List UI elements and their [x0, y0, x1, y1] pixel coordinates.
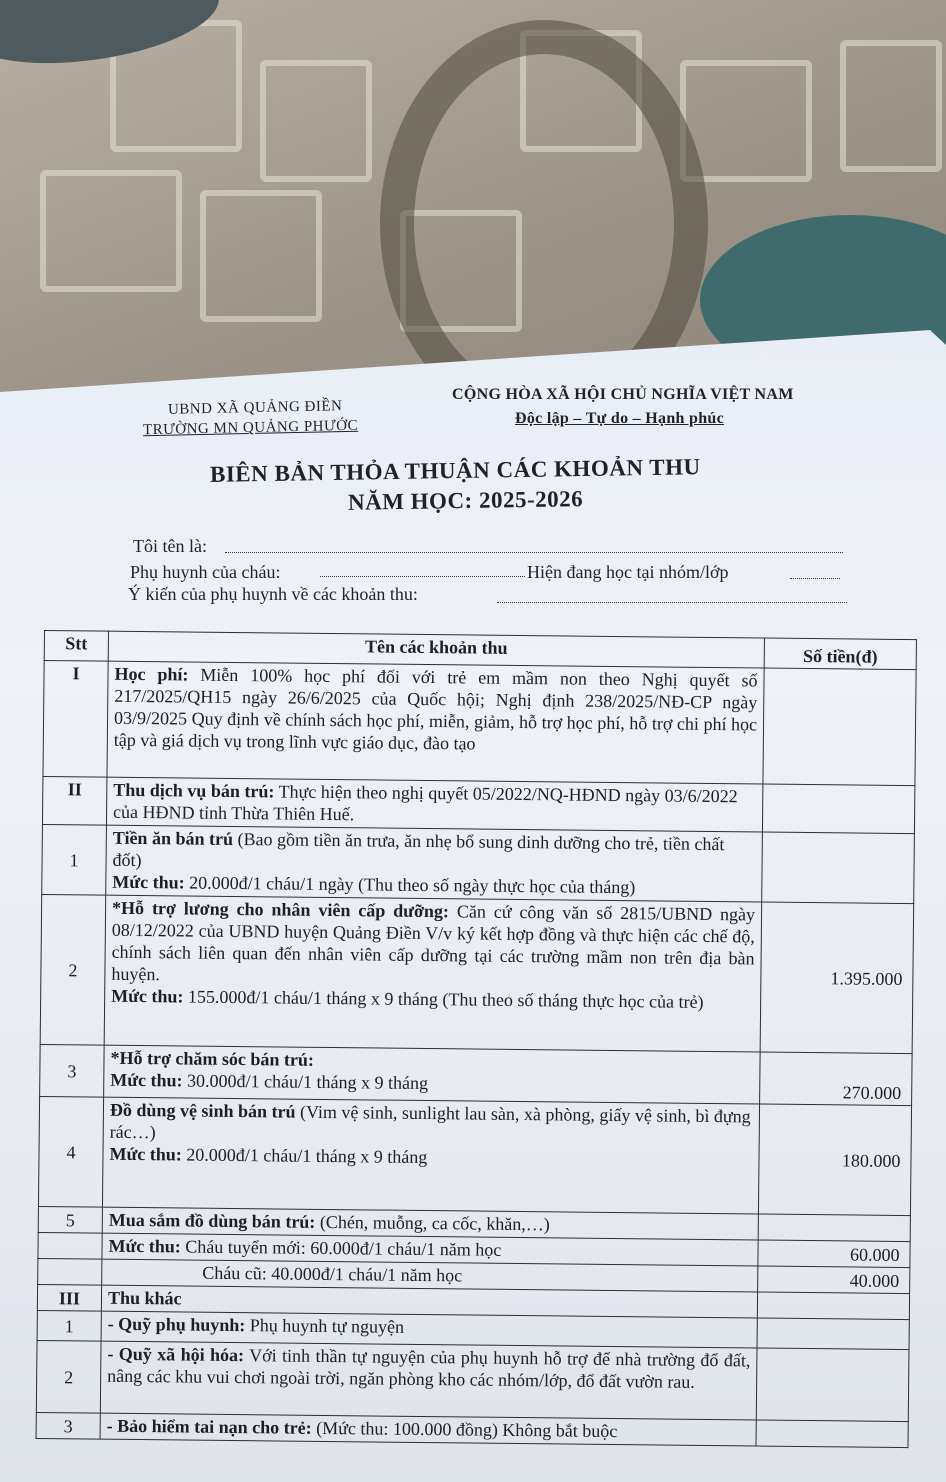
row-content	[100, 1341, 757, 1420]
table-row	[40, 894, 914, 1053]
item-text: (Vim vệ sinh, sunlight lau sàn, xà phòng, giấy vệ sinh, bì đựng rác…)	[109, 1101, 751, 1143]
fee-text: 20.000đ/1 cháu/1 tháng x 9 tháng	[181, 1144, 428, 1168]
item-title: *Hỗ trợ chăm sóc bán trú:	[110, 1047, 315, 1070]
table-row	[43, 661, 916, 786]
pattern-tile	[260, 60, 372, 182]
row-amount	[756, 1420, 908, 1448]
item-title: Tiền ăn bán trú	[112, 827, 234, 849]
item-title: *Hỗ trợ lương cho nhân viên cấp dưỡng:	[111, 897, 450, 922]
nation-motto: Độc lập – Tự do – Hạnh phúc	[515, 410, 725, 427]
item-title: - Quỹ phụ huynh:	[107, 1313, 246, 1336]
row-stt: 2	[36, 1340, 101, 1413]
fee-text: 155.000đ/1 cháu/1 tháng x 9 tháng (Thu theo số tháng thực học của trẻ)	[183, 986, 704, 1012]
row-stt: 1	[37, 1310, 101, 1341]
row-amount	[757, 1292, 909, 1320]
row-amount: 1.395.000	[760, 902, 914, 1054]
item-title: - Bảo hiểm tai nạn cho trẻ:	[106, 1415, 312, 1438]
class-blank	[790, 578, 840, 579]
row-amount	[758, 1214, 910, 1242]
fee-text: 30.000đ/1 cháu/1 tháng x 9 tháng	[182, 1070, 429, 1094]
row-stt: I	[43, 661, 108, 778]
row-amount	[762, 832, 915, 904]
row-content: Cháu cũ: 40.000đ/1 cháu/1 năm học	[102, 1259, 758, 1292]
parent-label: Phụ huynh của cháu:	[130, 562, 281, 582]
item-text: (Mức thu: 100.000 đồng) Không bắt buộc	[311, 1417, 618, 1442]
row-amount: 60.000	[758, 1240, 910, 1268]
school-name: TRƯỜNG MN QUẢNG PHƯỚC	[142, 417, 359, 439]
fee-label: Mức thu:	[111, 985, 184, 1007]
row-amount	[756, 1348, 909, 1422]
fee-label: Mức thu:	[109, 1143, 182, 1165]
pattern-swirl	[380, 20, 708, 400]
document-title: BIÊN BẢN THỎA THUẬN CÁC KHOẢN THU	[209, 454, 701, 487]
row-content	[102, 1097, 759, 1214]
col-header-stt: Stt	[44, 631, 108, 662]
row-amount: 40.000	[758, 1266, 910, 1294]
agency-name: UBND XÃ QUẢNG ĐIỀN	[167, 398, 343, 418]
row-stt	[38, 1232, 102, 1259]
fee-label: Mức thu:	[112, 871, 185, 893]
item-title: Thu dịch vụ bán trú:	[113, 779, 275, 802]
item-text: (Chén, muỗng, ca cốc, khăn,…)	[315, 1211, 550, 1235]
item-text: Thực hiện theo nghị quyết 05/2022/NQ-HĐND ngày 03/6/2022 của HĐND tỉnh Thừa Thiên Huế.	[112, 781, 738, 825]
row-content	[106, 777, 762, 832]
row-content	[106, 825, 763, 902]
row-stt: 4	[38, 1096, 103, 1207]
pattern-tile	[200, 190, 322, 322]
table-row	[36, 1340, 909, 1421]
fee-text: Cháu tuyển mới: 60.000đ/1 cháu/1 năm học	[180, 1236, 502, 1260]
row-stt: III	[37, 1284, 101, 1311]
row-stt: 5	[38, 1206, 102, 1233]
school-year: NĂM HỌC: 2025-2026	[347, 486, 584, 515]
item-title: Đồ dùng vệ sinh bán trú	[109, 1099, 296, 1122]
row-content	[104, 1045, 761, 1104]
row-stt: 1	[42, 824, 107, 895]
row-content	[107, 661, 764, 784]
row-amount	[763, 668, 916, 786]
child-blank	[320, 576, 525, 577]
item-text: Phụ huynh tự nguyện	[245, 1315, 405, 1337]
table-row	[42, 824, 915, 903]
item-text: Căn cứ công văn số 2815/UBND ngày 08/12/2022 của UBND huyện Quảng Điền V/v ký kết hợp đồng và thực hiện các chế độ, chính sách liên quan đến nhân viên cấp dưỡng tại các trường mầm non trên địa bàn huyện.	[111, 901, 756, 985]
pattern-tile	[840, 40, 942, 172]
row-stt: II	[42, 776, 106, 825]
row-stt: 3	[36, 1412, 100, 1439]
opinion-blank	[497, 602, 847, 603]
item-title: Học phí:	[114, 663, 189, 685]
opinion-label: Ý kiến của phụ huynh về các khoản thu:	[128, 584, 418, 604]
fee-text: 20.000đ/1 cháu/1 ngày (Thu theo số ngày thực học của tháng)	[184, 872, 636, 898]
item-title: - Quỹ xã hội hóa:	[107, 1343, 245, 1366]
fee-label: Mức thu:	[108, 1235, 181, 1257]
row-stt: 2	[40, 894, 106, 1045]
table-row	[38, 1096, 911, 1215]
nation-name: CỘNG HÒA XÃ HỘI CHỦ NGHĨA VIỆT NAM	[452, 386, 794, 403]
col-header-amount: Số tiền(đ)	[764, 638, 916, 670]
row-content	[104, 895, 762, 1052]
row-amount: 270.000	[760, 1052, 913, 1106]
row-amount	[757, 1318, 909, 1350]
row-amount	[762, 784, 914, 834]
item-text: Miễn 100% học phí đối với trẻ em mầm non theo Nghị quyết số 217/2025/QH15 ngày 26/6/2025 của Quốc hội; Nghị định 238/2025/NĐ-CP ngày 03/9/2025 Quy định về chính sách học phí, miễn, giảm, hỗ trợ học phí, hỗ trợ chi phí học tập và giá dịch vụ trong lĩnh vực giáo dục, đào tạo	[113, 664, 758, 754]
item-text: (Bao gồm tiền ăn trưa, ăn nhẹ bổ sung dinh dưỡng cho trẻ, tiền chất đốt)	[112, 828, 725, 871]
fee-label: Mức thu:	[110, 1069, 183, 1091]
pattern-tile	[40, 170, 182, 292]
item-text: Với tinh thần tự nguyện của phụ huynh hỗ trợ để nhà trường đổ đất, nâng các khu vui chơi ngoài trời, ngăn phòng kho các nhóm/lớp, đổ đất vườn rau.	[107, 1345, 751, 1392]
row-stt	[38, 1258, 102, 1285]
fee-table	[36, 630, 917, 1448]
name-blank	[225, 552, 843, 553]
item-title: Mua sắm đồ dùng bán trú:	[108, 1209, 316, 1232]
table-row	[40, 1044, 912, 1105]
row-amount: 180.000	[758, 1104, 911, 1216]
col-header-name: Tên các khoản thu	[108, 631, 764, 668]
class-label: Hiện đang học tại nhóm/lớp	[527, 562, 729, 582]
row-stt: 3	[40, 1044, 105, 1097]
row-content: Thu khác	[101, 1285, 757, 1318]
name-label: Tôi tên là:	[133, 536, 207, 556]
